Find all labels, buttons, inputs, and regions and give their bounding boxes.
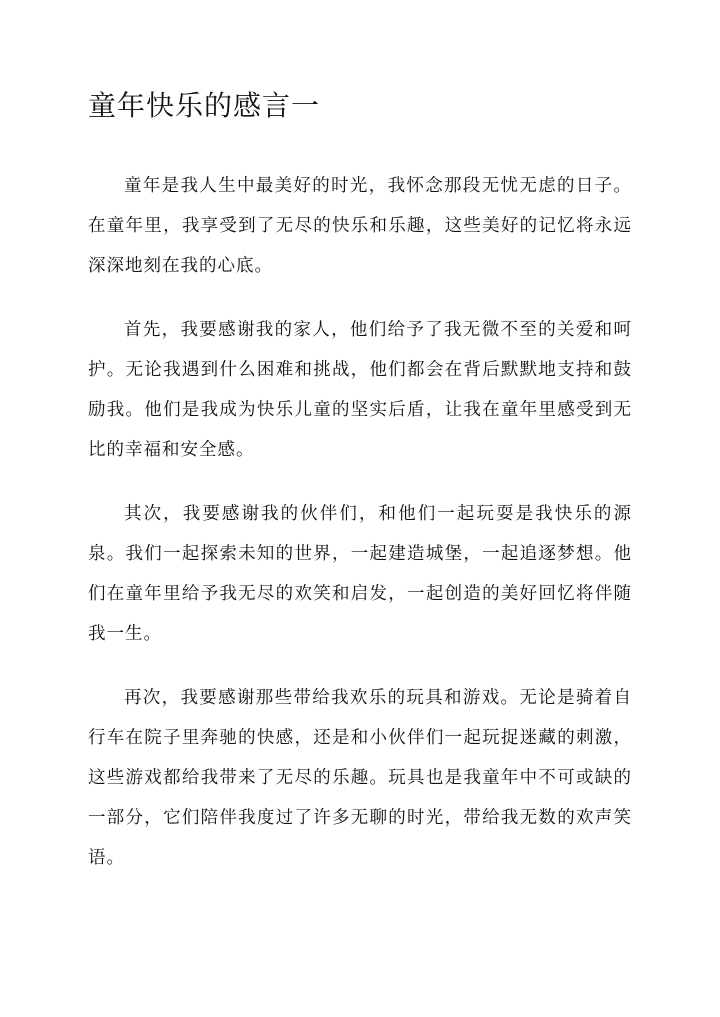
document-title: 童年快乐的感言一 xyxy=(88,89,321,122)
paragraph-2: 首先，我要感谢我的家人，他们给予了我无微不至的关爱和呵护。无论我遇到什么困难和挑战，他们都会在背后默默地支持和鼓励我。他们是我成为快乐儿童的坚实后盾，让我在童年里感受到无比的幸福和安全感。 xyxy=(88,320,632,460)
paragraph-4: 再次，我要感谢那些带给我欢乐的玩具和游戏。无论是骑着自行车在院子里奔驰的快感，还是和小伙伴们一起玩捉迷藏的刺激，这些游戏都给我带来了无尽的乐趣。玩具也是我童年中不可或缺的一部分，它们陪伴我度过了许多无聊的时光，带给我无数的欢声笑语。 xyxy=(88,688,632,868)
document-body xyxy=(88,166,632,902)
paragraph-1: 童年是我人生中最美好的时光，我怀念那段无忧无虑的日子。在童年里，我享受到了无尽的快乐和乐趣，这些美好的记忆将永远深深地刻在我的心底。 xyxy=(88,176,632,276)
paragraph-3: 其次，我要感谢我的伙伴们，和他们一起玩耍是我快乐的源泉。我们一起探索未知的世界，一起建造城堡，一起追逐梦想。他们在童年里给予我无尽的欢笑和启发，一起创造的美好回忆将伴随我一生。 xyxy=(88,504,632,644)
